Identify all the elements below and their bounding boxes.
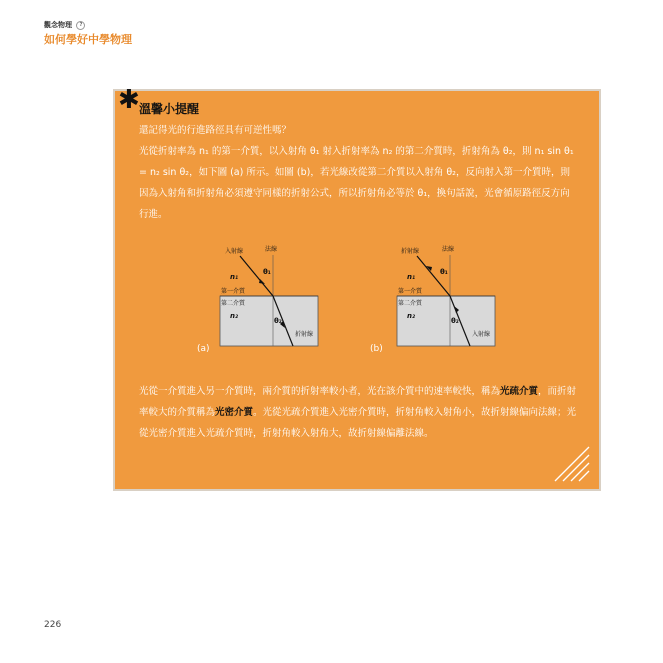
term-optically-dense: 光密介質 [215, 407, 254, 418]
diagram-b [370, 245, 495, 354]
theta1-label: θ₁ [440, 268, 448, 276]
medium2-label: 第二介質 [398, 300, 423, 307]
refracted-label: 折射線 [401, 248, 420, 255]
theta2-label: θ₂ [274, 317, 282, 325]
intro-question: 還記得光的行進路徑具有可逆性嗎？ [139, 125, 292, 136]
diagram-a [197, 245, 318, 354]
term-optically-rare: 光疏介質 [500, 386, 539, 397]
n1-label: n₁ [230, 273, 239, 281]
n2-label: n₂ [230, 312, 239, 320]
medium2-label: 第二介質 [221, 300, 246, 307]
asterisk-icon: ✱ [118, 85, 140, 115]
medium1-label: 第一介質 [398, 288, 423, 295]
refraction-diagrams [185, 241, 505, 361]
diagram-label-a: (a) [197, 344, 210, 354]
theta1-label: θ₁ [263, 268, 271, 276]
page-number: 226 [44, 620, 62, 630]
refracted-label: 折射線 [295, 331, 314, 338]
diagram-label-b: (b) [370, 344, 383, 354]
theta2-label: θ₂ [451, 317, 459, 325]
incident-label: 入射線 [225, 248, 244, 255]
normal-label: 法線 [442, 246, 455, 253]
series-label [44, 20, 85, 30]
panel-heading: 溫馨小提醒 [139, 102, 200, 116]
n2-label: n₂ [407, 312, 416, 320]
series-name: 觀念物理 [44, 21, 72, 29]
tip-panel [113, 85, 601, 491]
question-badge-icon: ? [76, 21, 85, 30]
n1-label: n₁ [407, 273, 416, 281]
paragraph-2-part: 。光從光疏介質進入光密介質時，折射角較入射角小，故折射線偏向法線；光從光密介質進入光疏介質時，折射角較入射角大，故折射線偏離法線。 [139, 407, 577, 439]
arrow-icon [259, 279, 265, 284]
paragraph-2-part: 光從一介質進入另一介質時，兩介質的折射率較小者，光在該介質中的速率較快，稱為 [139, 386, 501, 397]
paragraph-2 [139, 381, 579, 444]
book-title: 如何學好中學物理 [44, 33, 132, 46]
normal-label: 法線 [265, 246, 278, 253]
paragraph-1: 光從折射率為 n₁ 的第一介質，以入射角 θ₁ 射入折射率為 n₂ 的第二介質時，折射角為 θ₂，則 n₁ sin θ₁ = n₂ sin θ₂，如下圖 (a) 所示。如圖 (b)，若光線改從第二介質以入射角 θ₂，反向射入第一介質時，則因為入射角和折射角必須遵守同樣的折射公式，所以折射角必等於 θ₁，換句話說，光會循原路徑反方向行進。 [139, 146, 574, 220]
paragraph-2-part: ，而折射率較大的介質稱為 [139, 386, 577, 418]
medium1-label: 第一介質 [221, 288, 246, 295]
corner-stripes-decoration [549, 441, 591, 483]
incident-label: 入射線 [472, 331, 491, 338]
